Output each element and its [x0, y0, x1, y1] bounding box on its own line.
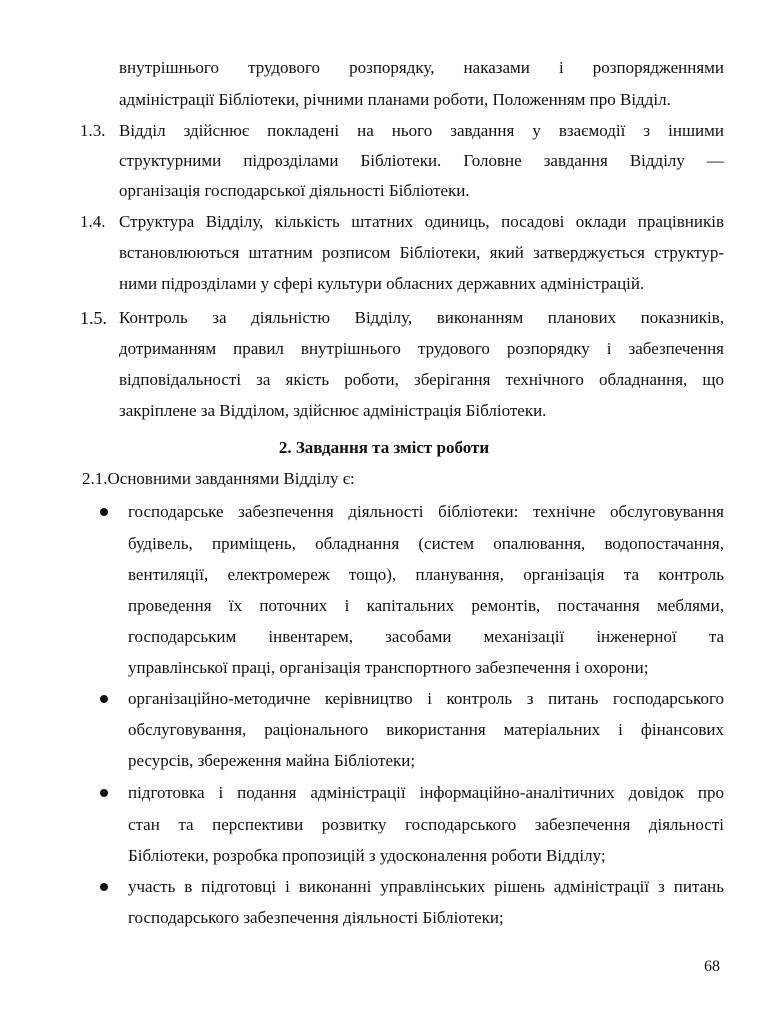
paragraph-line: ними підрозділами у сфері культури обласних державних адміністрацій.: [119, 274, 645, 293]
list-item-line: вентиляції, електромереж тощо), планування, організація та контроль: [128, 565, 724, 584]
list-item-line: організаційно-методичне керівництво і контроль з питань господарського: [128, 689, 724, 708]
list-item-line: участь в підготовці і виконанні управлінських рішень адміністрації з питань: [128, 877, 724, 896]
paragraph-line: встановлюються штатним розписом Бібліотеки, який затверджується структур-: [119, 243, 724, 262]
paragraph-line: закріплене за Відділом, здійснює адміністрація Бібліотеки.: [119, 401, 547, 420]
paragraph-line: Структура Відділу, кількість штатних одиниць, посадові оклади працівників: [119, 212, 724, 231]
bullet-icon: [100, 789, 108, 797]
list-item-line: господарським інвентарем, засобами механізації інженерної та: [128, 627, 724, 646]
paragraph-line: організація господарської діяльності Бібліотеки.: [119, 181, 470, 200]
bullet-icon: [100, 695, 108, 703]
subsection-intro: 2.1.Основними завданнями Відділу є:: [82, 469, 355, 488]
paragraph-line: дотриманням правил внутрішнього трудового розпорядку і забезпечення: [119, 339, 724, 358]
list-item-line: управлінської праці, організація транспортного забезпечення і охорони;: [128, 658, 649, 677]
bullet-icon: [100, 508, 108, 516]
paragraph-line: внутрішнього трудового розпорядку, наказами і розпорядженнями: [119, 58, 724, 77]
paragraph-line: структурними підрозділами Бібліотеки. Головне завдання Відділу —: [119, 151, 724, 170]
section-heading: 2. Завдання та зміст роботи: [278, 438, 490, 457]
list-item-line: будівель, приміщень, обладнання (систем опалювання, водопостачання,: [128, 534, 724, 553]
item-number: 1.3.: [80, 121, 106, 140]
bullet-icon: [100, 883, 108, 891]
item-number: 1.4.: [80, 212, 106, 231]
page-number: 68: [704, 958, 720, 975]
list-item-line: господарське забезпечення діяльності бібліотеки: технічне обслуговування: [128, 502, 724, 521]
list-item-line: Бібліотеки, розробка пропозицій з удосконалення роботи Відділу;: [128, 846, 606, 865]
list-item-line: стан та перспективи розвитку господарського забезпечення діяльності: [128, 815, 724, 834]
list-item-line: проведення їх поточних і капітальних ремонтів, постачання меблями,: [128, 596, 724, 615]
list-item-line: господарського забезпечення діяльності Бібліотеки;: [128, 908, 504, 927]
paragraph-line: відповідальності за якість роботи, зберігання технічного обладнання, що: [119, 370, 724, 389]
paragraph-line: Контроль за діяльністю Відділу, виконанням планових показників,: [119, 308, 724, 327]
paragraph-line: Відділ здійснює покладені на нього завдання у взаємодії з іншими: [119, 121, 724, 140]
list-item-line: ресурсів, збереження майна Бібліотеки;: [128, 751, 416, 770]
item-number: 1.5.: [80, 308, 107, 328]
list-item-line: обслуговування, раціонального використання матеріальних і фінансових: [128, 720, 724, 739]
list-item-line: підготовка і подання адміністрації інформаційно-аналітичних довідок про: [128, 783, 724, 802]
paragraph-line: адміністрації Бібліотеки, річними планами роботи, Положенням про Відділ.: [119, 90, 671, 109]
